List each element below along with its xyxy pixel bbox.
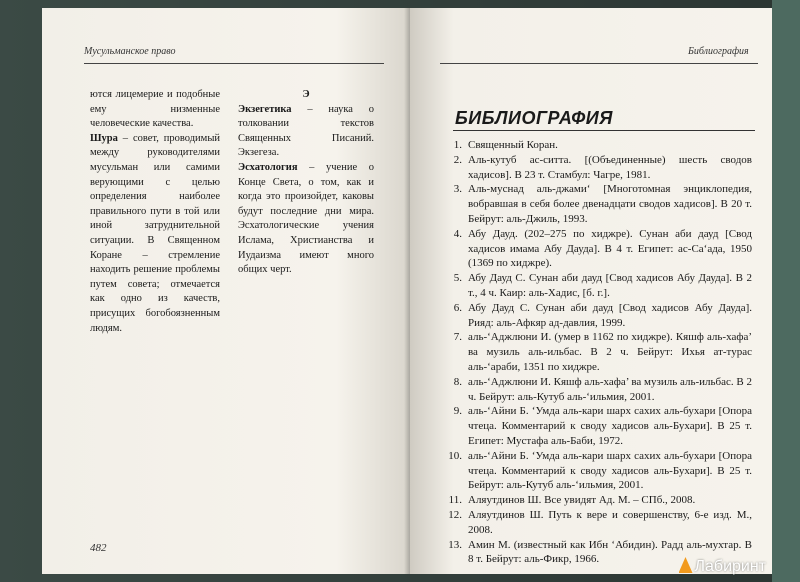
book-cover-edge (772, 0, 800, 582)
glossary-entry (90, 88, 220, 132)
left-header-rule (84, 63, 384, 64)
bibliography-item-text: Аль-муснад аль-джами‘ [Многотомная энциклопедия, вобравшая в себя более двенадцати сводов хадисов]. В 20 т. Бейрут: аль-Джиль, 1993. (468, 183, 752, 225)
bibliography-item-text: Абу Дауд. (202–275 по хиджре). Сунан аби дауд [Свод хадисов имама Абу Дауда]. В 4 т. Египет: ас-Са‘ада, 1950 (1369 по хиджре). (468, 227, 752, 270)
bibliography-item-number: 11. (448, 494, 462, 507)
bibliography-item (442, 271, 752, 301)
glossary-column-2-entries (238, 103, 374, 278)
bibliography-item (442, 330, 752, 374)
bibliography-item-number: 6. (453, 301, 462, 314)
bibliography-item (442, 493, 752, 508)
bibliography-item-number: 9. (453, 405, 462, 418)
glossary-definition: ются лицемерие и подобные ему низменные человеческие качества. (90, 89, 220, 130)
glossary-column-1 (90, 88, 220, 336)
bibliography-item-number: 5. (453, 272, 462, 285)
bibliography-title: БИБЛИОГРАФИЯ (455, 108, 613, 128)
bibliography-item (442, 153, 752, 183)
glossary-entry (90, 132, 220, 336)
page-number: 482 (90, 542, 107, 554)
bibliography-item-text: Священный Коран. (468, 139, 558, 151)
bibliography-item (442, 138, 752, 153)
bibliography-item-number: 1. (453, 139, 462, 151)
bibliography-item-text: аль-‘Аджлюни И. Кяшф аль-хафа’ ва музиль аль-ильбас. В 2 ч. Бейрут: аль-Кутуб аль-‘ильмия, 2001. (468, 375, 752, 403)
bibliography-item (442, 227, 752, 271)
bibliography-item-number: 13. (448, 538, 462, 551)
bibliography-item-text: Амин М. (известный как Ибн ‘Абидин). Радд аль-мухтар. В 8 т. Бейрут: аль-Фикр, 1966. (468, 538, 752, 566)
bibliography-item-number: 2. (453, 153, 462, 166)
bibliography-list (442, 138, 752, 567)
bibliography-item-text: аль-‘Аджлюни И. (умер в 1162 по хиджре). Кяшф аль-хафа’ ва музиль аль-ильбас. В 2 ч. Бейрут: Ихья ат-турас аль-‘араби, 1351 по хиджре. (468, 331, 752, 373)
bibliography-item-number: 3. (453, 183, 462, 196)
bibliography-item-number: 8. (453, 375, 462, 388)
bibliography-item-text: Аляутдинов Ш. Путь к вере и совершенству, 6-е изд. М., 2008. (468, 508, 752, 536)
bibliography-item (442, 301, 752, 331)
labirint-watermark (679, 557, 767, 576)
bibliography-title-rule (453, 130, 755, 131)
right-running-head: Библиография (688, 46, 749, 57)
left-page (42, 8, 410, 574)
glossary-definition: – наука о толковании текстов Священных Писаний. Экзегеза. (238, 103, 374, 159)
bibliography-item-number: 10. (448, 449, 462, 462)
bibliography-item-text: аль-‘Айни Б. ‘Умда аль-кари шарх сахих аль-бухари [Опора чтеца. Комментарий к своду хадисов аль-Бухари]. В 25 т. Бейрут: аль-Кутуб аль-‘ильмия, 2001. (468, 449, 752, 492)
glossary-column-2 (238, 88, 374, 278)
bibliography-item-number: 7. (453, 331, 462, 344)
bibliography-item-number: 4. (453, 227, 462, 240)
bibliography-item-text: Абу Дауд С. Сунан аби дауд [Свод хадисов Абу Дауда]. В 2 т., 4 ч. Каир: аль-Хадис, [б. г.]. (468, 272, 752, 299)
bibliography-item (442, 449, 752, 493)
bibliography-item (442, 375, 752, 405)
glossary-term: Экзегетика (238, 103, 292, 115)
bibliography-item (442, 508, 752, 538)
bibliography-item-number: 12. (448, 508, 462, 521)
glossary-definition: – совет, проводимый между руководителями мусульман или самими верующими с целью определения наиболее правильного пути в той или иной затруднительной ситуации. В Священном Коране – стремление находить решение проблемы путем совета; отмечается как одно из качеств, присущих богобоязненным людям. (90, 132, 220, 334)
section-letter: Э (302, 89, 310, 100)
glossary-entry (238, 103, 374, 161)
glossary-entry (238, 161, 374, 278)
glossary-definition: – учение о Конце Света, о том, как и когда это произойдет, каковы будут последние дни мира. Эсхатологические учения Ислама, Христианства и Иудаизма имеют много общих черт. (238, 161, 374, 276)
glossary-term: Шура (90, 132, 118, 144)
left-running-head: Мусульманское право (84, 46, 176, 57)
glossary-term: Эсхатология (238, 161, 298, 173)
bibliography-item-text: аль-‘Айни Б. ‘Умда аль-кари шарх сахих аль-бухари [Опора чтеца. Комментарий к своду хадисов аль-Бухари]. В 25 т. Египет: Мустафа аль-Баби, 1972. (468, 405, 752, 447)
bibliography-item-text: Аляутдинов Ш. Все увидят Ад. М. – СПб., 2008. (468, 494, 696, 507)
right-header-rule (440, 63, 758, 64)
bibliography-item-text: Абу Дауд С. Сунан аби дауд [Свод хадисов Абу Дауда]. Рияд: аль-Афкяр ад-давлия, 1999. (468, 301, 752, 329)
right-page (410, 8, 772, 574)
watermark-text: Лабиринт (694, 558, 766, 575)
bibliography-item-text: Аль-кутуб ас-ситта. [(Объединенные) шесть сводов хадисов]. В 23 т. Стамбул: Чагре, 1981. (468, 153, 752, 181)
bibliography-item (442, 182, 752, 226)
bibliography-item (442, 404, 752, 448)
labirint-logo-icon (679, 557, 693, 573)
